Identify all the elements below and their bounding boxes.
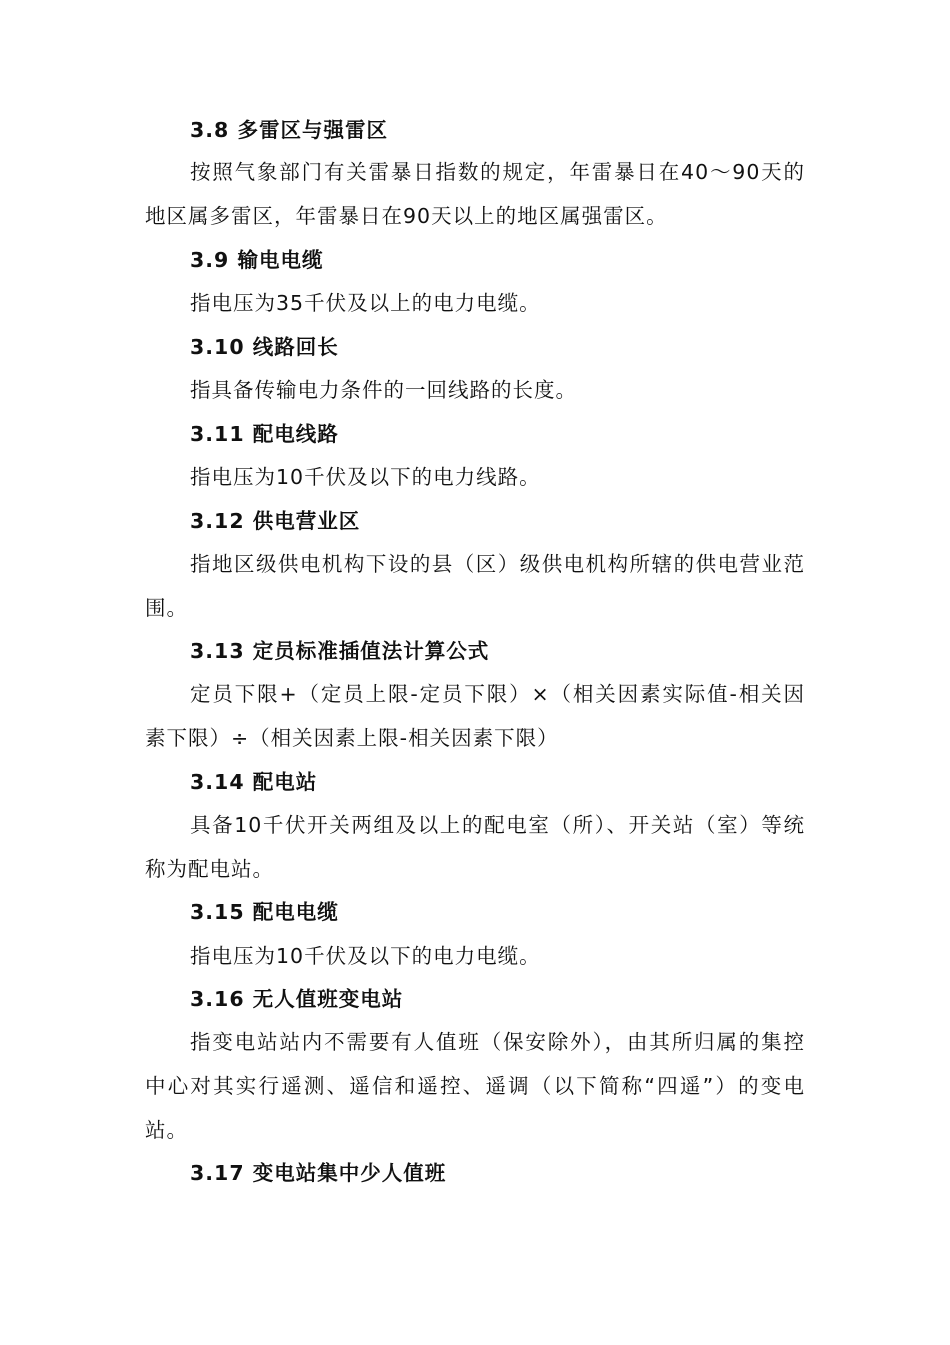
section-3-11-line-1: 指电压为10千伏及以下的电力线路。 (190, 465, 541, 489)
section-3-13-line-2: 素下限）÷（相关因素上限-相关因素下限） (145, 726, 559, 750)
section-heading-3-16: 3.16 无人值班变电站 (190, 987, 404, 1011)
section-heading-3-13: 3.13 定员标准插值法计算公式 (190, 639, 490, 663)
section-heading-3-17: 3.17 变电站集中少人值班 (190, 1161, 447, 1185)
section-heading-3-14: 3.14 配电站 (190, 770, 318, 794)
section-3-14-line-2: 称为配电站。 (145, 857, 274, 881)
section-heading-3-9: 3.9 输电电缆 (190, 248, 324, 272)
section-3-8-line-1: 按照气象部门有关雷暴日指数的规定，年雷暴日在40～90天的 (190, 160, 805, 184)
section-3-12-line-2: 围。 (145, 596, 188, 620)
section-heading-3-12: 3.12 供电营业区 (190, 509, 361, 533)
section-3-12-line-1: 指地区级供电机构下设的县（区）级供电机构所辖的供电营业范 (190, 552, 805, 576)
section-3-9-line-1: 指电压为35千伏及以上的电力电缆。 (190, 291, 541, 315)
section-3-16-line-3: 站。 (145, 1118, 188, 1142)
section-heading-3-8: 3.8 多雷区与强雷区 (190, 118, 388, 142)
section-3-13-line-1: 定员下限+（定员上限-定员下限）×（相关因素实际值-相关因 (190, 682, 805, 706)
section-3-15-line-1: 指电压为10千伏及以下的电力电缆。 (190, 944, 541, 968)
section-3-10-line-1: 指具备传输电力条件的一回线路的长度。 (190, 378, 577, 402)
section-heading-3-15: 3.15 配电电缆 (190, 900, 339, 924)
section-heading-3-11: 3.11 配电线路 (190, 422, 339, 446)
section-3-8-line-2: 地区属多雷区，年雷暴日在90天以上的地区属强雷区。 (145, 204, 668, 228)
section-3-16-line-2: 中心对其实行遥测、遥信和遥控、遥调（以下简称“四遥”）的变电 (145, 1074, 805, 1098)
section-3-16-line-1: 指变电站站内不需要有人值班（保安除外），由其所归属的集控 (190, 1030, 805, 1054)
section-3-14-line-1: 具备10千伏开关两组及以上的配电室（所）、开关站（室）等统 (190, 813, 805, 837)
section-heading-3-10: 3.10 线路回长 (190, 335, 339, 359)
